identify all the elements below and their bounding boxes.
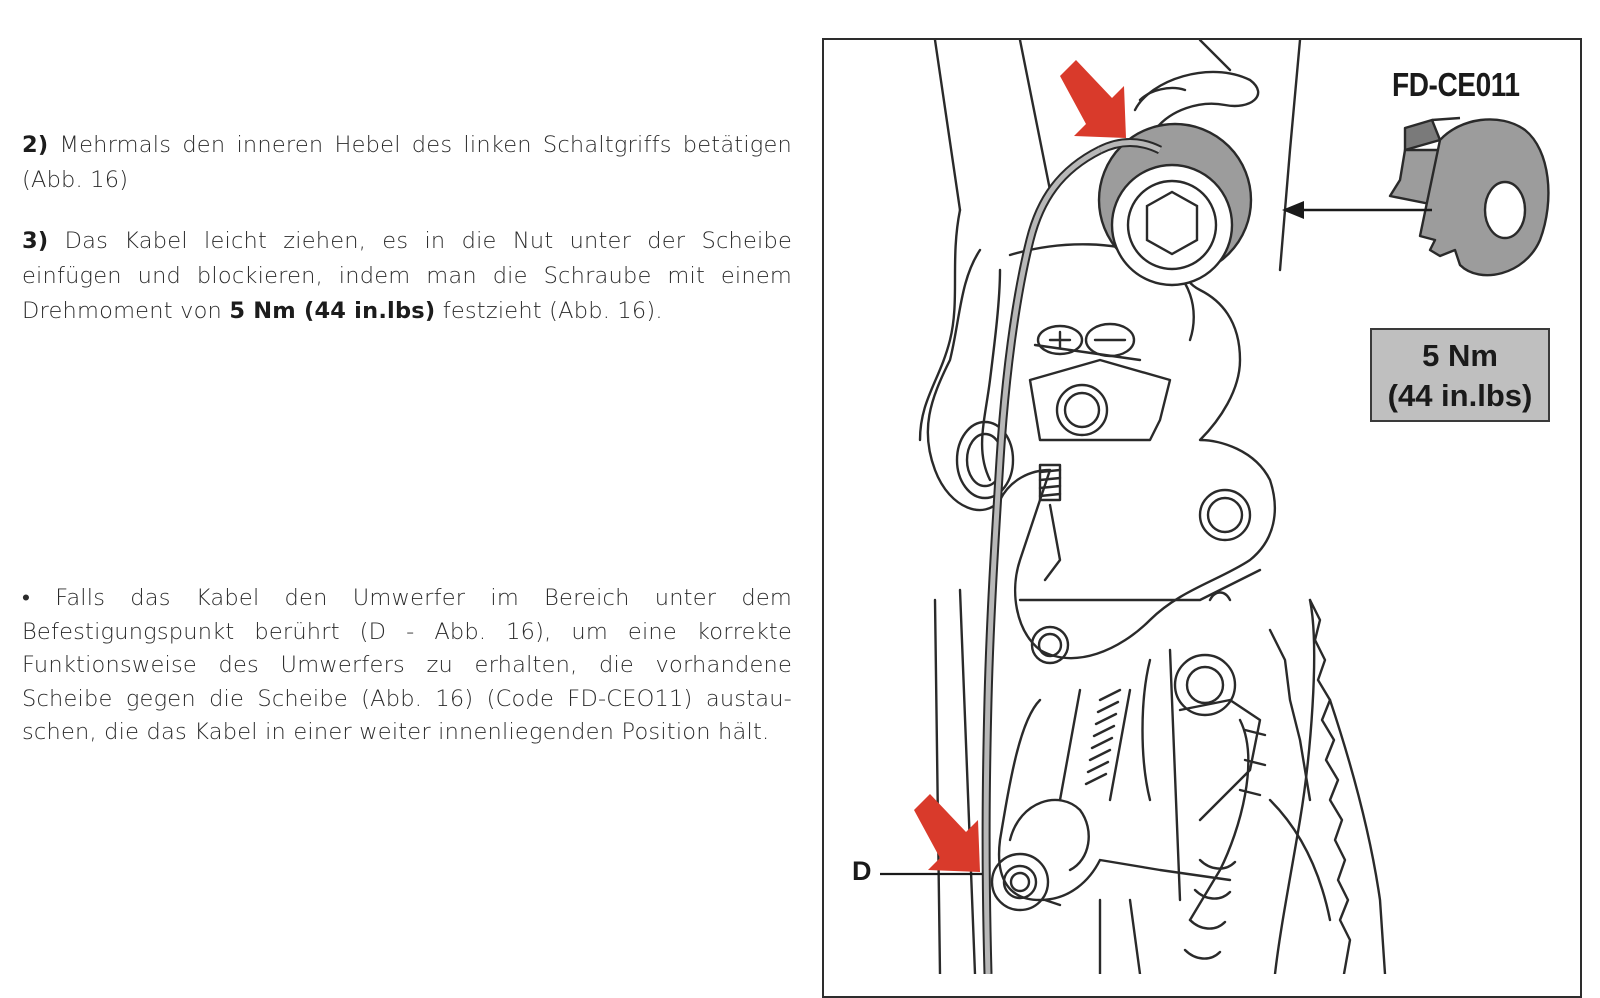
torque-nm: 5 Nm: [1422, 338, 1498, 373]
replacement-washer-icon: [1390, 118, 1548, 275]
point-d-label: D: [852, 856, 872, 886]
step-number: 2): [22, 132, 49, 158]
red-arrow-icon: [1060, 60, 1126, 138]
pointer-arrow: [1282, 201, 1432, 219]
step-text: Mehrmals den inneren Hebel des linken Schaltgriffs betätigen (Abb. 16): [22, 132, 792, 193]
seat-tube-outline: [935, 40, 1050, 210]
part-code-label: FD-CE011: [1392, 66, 1520, 103]
step-number: 3): [22, 228, 49, 254]
red-arrow-icon: [914, 794, 980, 872]
torque-value-inline: 5 Nm (44 in.lbs): [229, 298, 436, 324]
step-text-before: Das Kabel leicht ziehen, es in die Nut unter der Scheibe einfügen und blockieren, indem man die Schraube mit einem Drehmoment von: [22, 228, 792, 324]
bullet-icon: •: [22, 585, 31, 611]
torque-spec-box: [1370, 328, 1550, 422]
cable: [986, 150, 1100, 974]
torque-inlbs: (44 in.lbs): [1387, 378, 1533, 413]
step-text-after: festzieht (Abb. 16).: [435, 298, 663, 324]
note-text: Falls das Kabel den Umwerfer im Bereich unter dem Befestigungspunkt berührt (D - Abb. 16), um eine korrekte Funktionsweise des Umwerfers zu erhalten, die vorhandene Scheibe gegen die Scheibe (Abb. 16) (Code FD-CEO11) austau-schen, die das Kabel in einer weiter innenliegenden Position hält.: [22, 585, 792, 745]
